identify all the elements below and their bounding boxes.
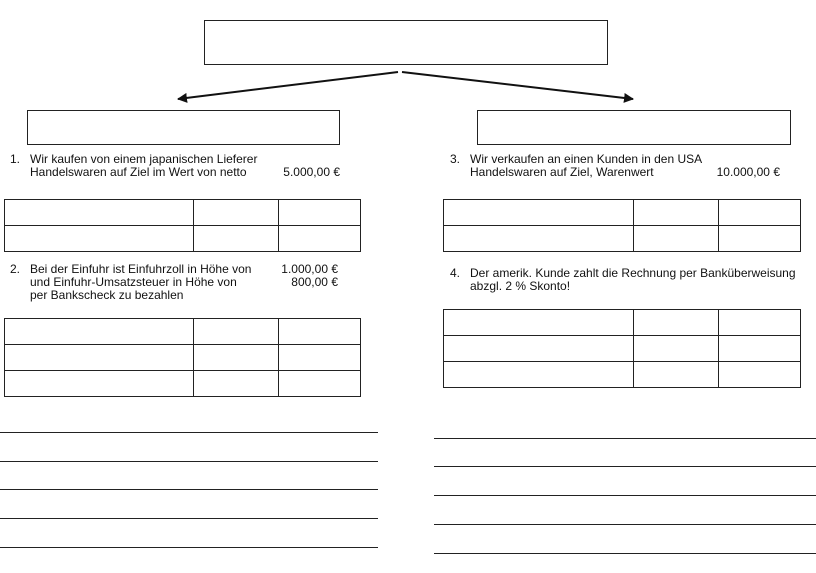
credit-cell[interactable] bbox=[279, 345, 361, 371]
table-row bbox=[5, 226, 361, 252]
credit-cell[interactable] bbox=[279, 200, 361, 226]
answer-line[interactable] bbox=[0, 461, 378, 462]
credit-cell[interactable] bbox=[719, 200, 801, 226]
left-category-box[interactable] bbox=[27, 110, 340, 145]
table-row bbox=[5, 345, 361, 371]
arrow-right bbox=[402, 72, 633, 99]
task-2 bbox=[10, 263, 340, 305]
account-cell[interactable] bbox=[444, 226, 634, 252]
account-cell[interactable] bbox=[444, 200, 634, 226]
task-text: Wir verkaufen an einen Kunden in den USA Handelswaren auf Ziel, Warenwert bbox=[470, 152, 703, 179]
answer-line[interactable] bbox=[434, 495, 816, 496]
account-cell[interactable] bbox=[444, 362, 634, 388]
answer-line[interactable] bbox=[0, 489, 378, 490]
account-cell[interactable] bbox=[5, 319, 194, 345]
credit-cell[interactable] bbox=[719, 336, 801, 362]
answer-line[interactable] bbox=[434, 466, 816, 467]
table-row bbox=[444, 362, 801, 388]
task-amount: 10.000,00 € bbox=[716, 165, 780, 179]
debit-cell[interactable] bbox=[194, 371, 279, 397]
answer-line[interactable] bbox=[0, 432, 378, 433]
task-amount: 1.000,00 € 800,00 € bbox=[281, 262, 338, 289]
table-row bbox=[444, 336, 801, 362]
answer-line[interactable] bbox=[434, 553, 816, 554]
arrow-left bbox=[178, 72, 398, 99]
credit-cell[interactable] bbox=[279, 371, 361, 397]
task-number: 2. bbox=[10, 262, 21, 276]
debit-cell[interactable] bbox=[194, 226, 279, 252]
answer-line[interactable] bbox=[0, 547, 378, 548]
task-number: 4. bbox=[450, 266, 461, 280]
account-cell[interactable] bbox=[444, 310, 634, 336]
debit-cell[interactable] bbox=[634, 336, 719, 362]
task-text: Wir kaufen von einem japanischen Lieferer Handelswaren auf Ziel im Wert von netto bbox=[30, 152, 258, 179]
booking-table-1 bbox=[4, 199, 361, 252]
booking-table-4 bbox=[443, 309, 801, 388]
task-1 bbox=[10, 153, 340, 183]
table-row bbox=[5, 200, 361, 226]
credit-cell[interactable] bbox=[279, 226, 361, 252]
account-cell[interactable] bbox=[5, 200, 194, 226]
task-amount: 5.000,00 € bbox=[283, 165, 340, 179]
right-category-box[interactable] bbox=[477, 110, 791, 145]
table-row bbox=[5, 371, 361, 397]
account-cell[interactable] bbox=[5, 371, 194, 397]
debit-cell[interactable] bbox=[194, 345, 279, 371]
table-row bbox=[444, 200, 801, 226]
credit-cell[interactable] bbox=[719, 310, 801, 336]
booking-table-3 bbox=[443, 199, 801, 252]
debit-cell[interactable] bbox=[634, 362, 719, 388]
task-4 bbox=[450, 267, 810, 297]
answer-line[interactable] bbox=[434, 524, 816, 525]
table-row bbox=[444, 310, 801, 336]
account-cell[interactable] bbox=[444, 336, 634, 362]
debit-cell[interactable] bbox=[634, 226, 719, 252]
debit-cell[interactable] bbox=[194, 319, 279, 345]
task-text: Der amerik. Kunde zahlt die Rechnung per Banküberweisung abzgl. 2 % Skonto! bbox=[470, 266, 796, 293]
task-number: 3. bbox=[450, 152, 461, 166]
debit-cell[interactable] bbox=[634, 200, 719, 226]
booking-table-2 bbox=[4, 318, 361, 397]
credit-cell[interactable] bbox=[719, 362, 801, 388]
account-cell[interactable] bbox=[5, 345, 194, 371]
table-row bbox=[5, 319, 361, 345]
answer-line[interactable] bbox=[434, 438, 816, 439]
credit-cell[interactable] bbox=[719, 226, 801, 252]
credit-cell[interactable] bbox=[279, 319, 361, 345]
task-3 bbox=[450, 153, 780, 183]
account-cell[interactable] bbox=[5, 226, 194, 252]
task-number: 1. bbox=[10, 152, 21, 166]
answer-line[interactable] bbox=[0, 518, 378, 519]
task-text: Bei der Einfuhr ist Einfuhrzoll in Höhe von und Einfuhr-Umsatzsteuer in Höhe von per Bankscheck zu bezahlen bbox=[30, 262, 252, 302]
debit-cell[interactable] bbox=[194, 200, 279, 226]
table-row bbox=[444, 226, 801, 252]
debit-cell[interactable] bbox=[634, 310, 719, 336]
